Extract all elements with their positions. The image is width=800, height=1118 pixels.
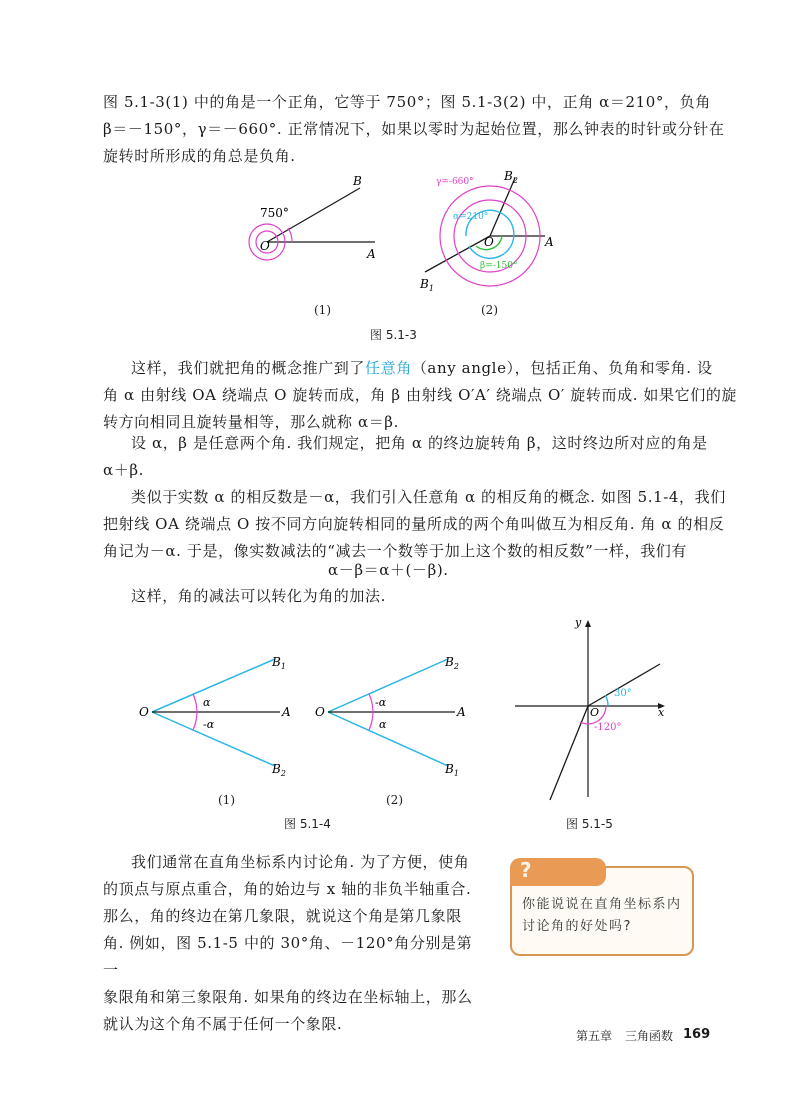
p4-line-3: 角记为－α. 于是，像实数减法的“减去一个数等于加上这个数的相反数”一样，我们有 (103, 542, 688, 560)
paragraph-6 (103, 876, 483, 1038)
p6-line-6: 就认为这个角不属于任何一个象限. (103, 1015, 343, 1033)
label-beta: β=-150° (480, 261, 518, 271)
p4-line-1: 类似于实数 α 的相反数是－α，我们引入任意角 α 的相反角的概念. 如图 5.1-4，我们 (131, 488, 726, 506)
ray-ob2b (328, 659, 448, 712)
label-30: 30° (614, 688, 632, 699)
label-o: O (260, 239, 270, 253)
fig514-caption: 图 5.1-4 (284, 817, 331, 831)
ray-30 (588, 664, 660, 706)
fig514-part2 (315, 655, 466, 778)
arc-30 (605, 695, 608, 706)
label-b2-2: $B_2$ (445, 655, 459, 671)
question-icon: ? (520, 858, 532, 882)
p6-line-3: 那么，角的终边在第几象限，就说这个角是第几象限 (103, 907, 462, 925)
label-a2: A (457, 705, 466, 719)
p2-line-1a: 这样，我们就把角的概念推广到了 (131, 359, 366, 377)
label-b1: $B_1$ (272, 655, 286, 671)
fig513-part2 (419, 170, 554, 293)
label-b2: $B_2$ (504, 170, 518, 185)
arc-alpha-2 (369, 712, 373, 730)
p2-line-2: 角 α 由射线 OA 绕端点 O 旋转而成，角 β 由射线 O′A′ 绕端点 O′ 旋转而成. 如果它们的旋 (103, 386, 738, 404)
fig513-sub-2: (2) (481, 303, 498, 317)
label-a: A (282, 705, 291, 719)
figure-5-1-5 (510, 612, 670, 802)
fig513-part1 (249, 174, 376, 261)
arc-neg-alpha-2 (369, 694, 373, 712)
label-o: O (139, 705, 149, 719)
p4-formula: α－β＝α＋(－β). (328, 561, 449, 579)
label-neg120: -120° (594, 722, 622, 733)
page-number: 169 (683, 1027, 711, 1042)
label-alpha: α=210° (453, 212, 489, 222)
ray-ob1b (328, 712, 448, 766)
fig514-sub-1: (1) (218, 793, 235, 807)
paragraph-1 (103, 89, 724, 170)
figure-5-1-4 (135, 645, 485, 785)
label-a: A (367, 247, 376, 261)
fig514-sub-2: (2) (386, 793, 403, 807)
p4-line-2: 把射线 OA 绕端点 O 按不同方向旋转相同的量所成的两个角叫做互为相反角. 角 α 的相反 (103, 515, 725, 533)
label-750: 750° (260, 206, 289, 220)
label-gamma: γ=-660° (436, 177, 474, 187)
label-b1: $B_1$ (420, 277, 434, 293)
arc-outer (288, 228, 292, 242)
label-o2: O (315, 705, 325, 719)
label-b: B (353, 174, 362, 188)
p1-line-1: 图 5.1-3(1) 中的角是一个正角，它等于 750°；图 5.1-3(2) 中，正角 α＝210°，负角 (103, 93, 711, 111)
p3-line-2: α＋β. (103, 461, 144, 479)
arc-alpha (193, 694, 197, 712)
label-o2: O (484, 235, 494, 249)
p6-line-1: 我们通常在直角坐标系内讨论角. 为了方便，使角 (131, 853, 470, 871)
p6-line-5: 象限角和第三象限角. 如果角的终边在坐标轴上，那么 (103, 988, 473, 1006)
paragraph-2 (103, 382, 737, 436)
label-o: O (590, 706, 600, 719)
p2-line-1b: （any angle），包括正角、负角和零角. 设 (411, 359, 713, 377)
fig513-sub-1: (1) (314, 303, 331, 317)
p1-line-2: β＝－150°，γ＝－660°. 正常情况下，如果以零时为起始位置，那么钟表的时针或分针在 (103, 120, 725, 138)
label-neg-alpha-2: -α (375, 696, 387, 709)
label-neg-alpha: -α (203, 718, 215, 731)
label-a2: A (545, 235, 554, 249)
label-y: y (575, 616, 582, 629)
p2-line-3: 转方向相同且旋转量相等，那么就称 α＝β. (103, 413, 399, 431)
label-b2: $B_2$ (272, 762, 286, 778)
p1-line-3: 旋转时所形成的角总是负角. (103, 147, 296, 165)
fig515-caption: 图 5.1-5 (566, 817, 613, 831)
label-alpha: α (203, 696, 211, 709)
footer-title: 三角函数 (625, 1029, 674, 1043)
p6-line-4: 角. 例如，图 5.1-5 中的 30°角、－120°角分别是第一 (103, 934, 473, 979)
note-text: 你能说说在直角坐标系内讨论角的好处吗? (522, 897, 682, 934)
ray-ob1 (152, 659, 275, 712)
footer-chapter: 第五章 (576, 1029, 613, 1043)
p3-line-1: 设 α，β 是任意两个角. 我们规定，把角 α 的终边旋转角 β，这时终边所对应的角是 (131, 434, 708, 452)
paragraph-2-line-1 (131, 355, 713, 382)
y-axis-arrow (585, 620, 591, 627)
figure-5-1-3 (240, 170, 580, 340)
label-b1-2: $B_1$ (445, 762, 459, 778)
p6-line-2: 的顶点与原点重合，角的始边与 x 轴的非负半轴重合. (103, 880, 472, 898)
ray-neg120 (550, 706, 588, 800)
arc-neg-alpha (193, 712, 197, 730)
p5-line-1: 这样，角的减法可以转化为角的加法. (131, 587, 386, 605)
label-alpha-2: α (379, 718, 387, 731)
label-x: x (658, 706, 665, 719)
term-any-angle: 任意角 (365, 359, 412, 377)
fig513-caption: 图 5.1-3 (370, 328, 417, 342)
fig514-part1 (139, 655, 291, 778)
